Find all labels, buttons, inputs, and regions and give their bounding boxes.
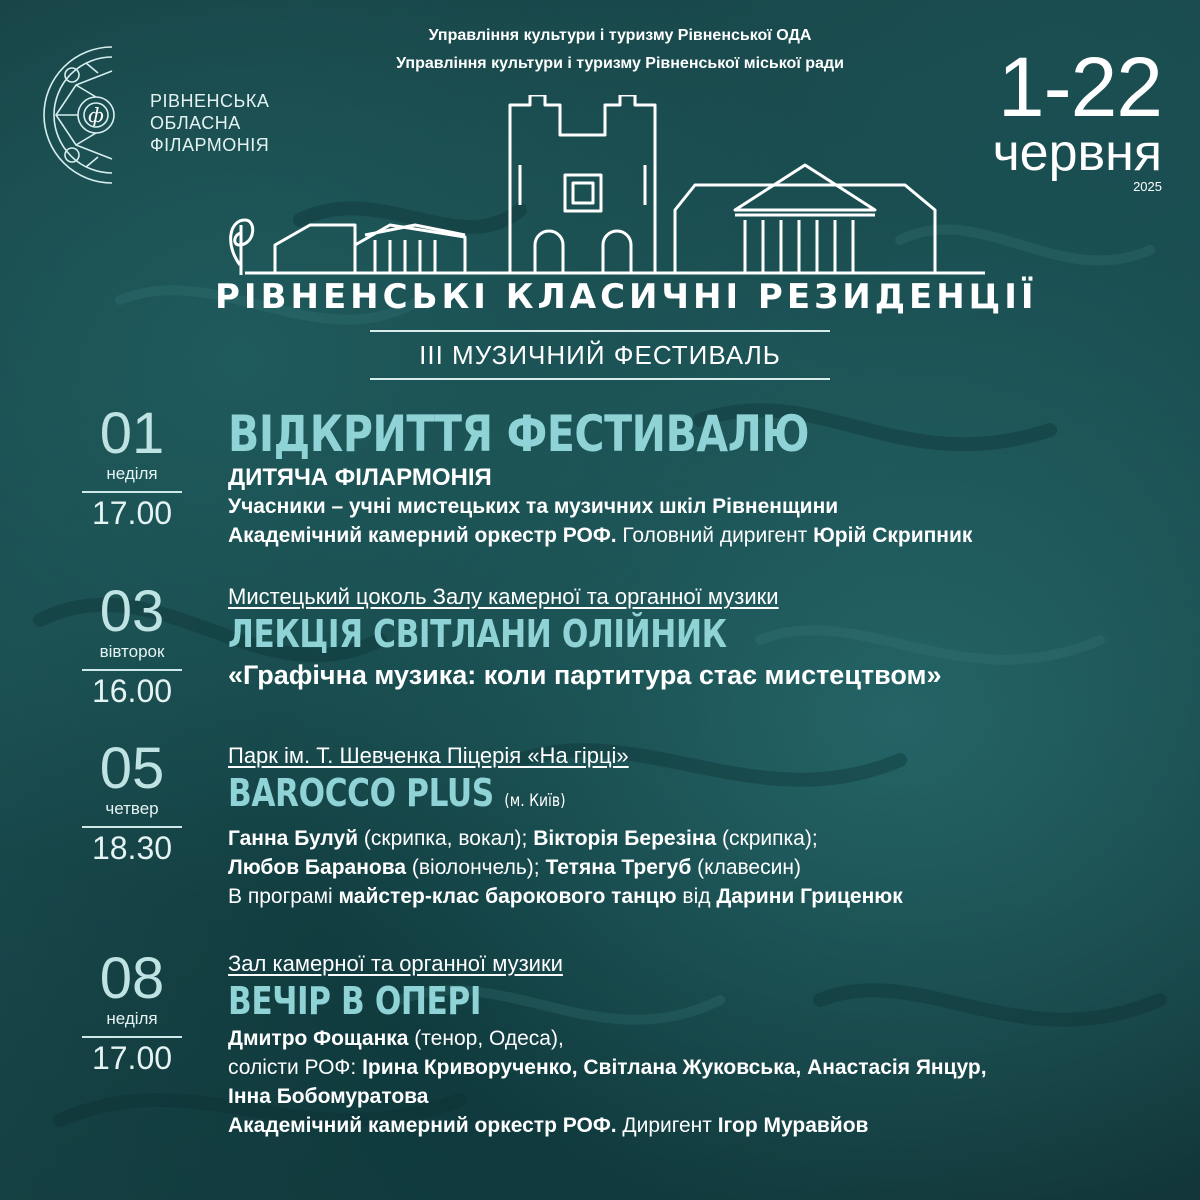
performer-name: Тетяна Трегуб — [545, 856, 692, 879]
performer-name: Ігор Муравйов — [717, 1114, 869, 1137]
event-day: 05 — [99, 736, 165, 801]
event-text: Диригент — [616, 1114, 718, 1137]
event-venue: Парк ім. Т. Шевченка Піцерія «На гірці» — [228, 743, 629, 768]
event-headline: ВЕЧІР В ОПЕРІ — [228, 979, 482, 1023]
event-content — [228, 950, 1168, 1140]
event-line — [228, 521, 1168, 550]
event-headline: ЛЕКЦІЯ СВІТЛАНИ ОЛІЙНИК — [228, 612, 727, 656]
logo-line: РІВНЕНСЬКА — [150, 91, 270, 111]
logo-line: ФІЛАРМОНІЯ — [150, 135, 270, 155]
event-text: Головний диригент — [616, 524, 814, 547]
date-month: червня — [992, 124, 1162, 182]
performer-name: Дарини Гриценюк — [716, 885, 903, 908]
performer-role: (тенор, Одеса), — [408, 1027, 564, 1050]
performer-role: (скрипка, вокал); — [358, 827, 534, 850]
event-line — [228, 1111, 1168, 1140]
event-text: В програмі — [228, 885, 339, 908]
event-line — [228, 882, 1168, 911]
date-year: 2025 — [1133, 179, 1162, 194]
event-content — [228, 583, 1168, 693]
event-date — [82, 736, 182, 868]
festival-subtitle: III МУЗИЧНИЙ ФЕСТИВАЛЬ — [370, 330, 830, 380]
performer-name: Ганна Булуй — [228, 827, 359, 850]
festival-dates — [992, 40, 1162, 195]
event-line — [228, 492, 1168, 521]
event-weekday: неділя — [82, 463, 182, 493]
event-time: 17.00 — [91, 495, 173, 531]
event-venue: Зал камерної та органної музики — [228, 951, 563, 976]
event-headline — [228, 770, 999, 824]
organizer-line: Управління культури і туризму Рівненської ОДА — [428, 27, 812, 44]
event-weekday: вівторок — [82, 641, 182, 671]
event-weekday: четвер — [82, 798, 182, 828]
event-content — [228, 405, 1168, 550]
logo-line: ОБЛАСНА — [150, 113, 241, 133]
performer-name: Любов Баранова — [228, 856, 407, 879]
event-date — [82, 401, 182, 533]
event-text: майстер-клас барокового танцю — [338, 885, 677, 908]
event-text: від — [676, 885, 717, 908]
performer-name: Ірина Криворученко, Світлана Жуковська, Анастасія Янцур, — [362, 1056, 987, 1079]
organizers — [300, 22, 940, 78]
event-text: Юрій Скрипник — [813, 524, 973, 547]
event-text: солісти РОФ: — [228, 1056, 363, 1079]
performer-name: Вікторія Березіна — [533, 827, 717, 850]
event-time: 18.30 — [91, 830, 173, 866]
event-headline: ВІДКРИТТЯ ФЕСТИВАЛЮ — [228, 405, 810, 463]
performer-name: Інна Бобомуратова — [228, 1085, 429, 1108]
performer-role: (віолончель); — [406, 856, 546, 879]
event-date — [82, 579, 182, 711]
event-quote: «Графічна музика: коли партитура стає мистецтвом» — [228, 660, 942, 690]
event-city: (м. Київ) — [504, 791, 566, 811]
performer-name: Дмитро Фощанка — [228, 1027, 409, 1050]
event-day: 03 — [99, 579, 165, 644]
performer-role: (скрипка); — [716, 827, 818, 850]
event-day: 01 — [99, 401, 165, 466]
organizer-line: Управління культури і туризму Рівненської міської ради — [396, 55, 844, 72]
event-line — [228, 1053, 1168, 1082]
event-content — [228, 742, 1168, 911]
event-headline-text: BAROCCO PLUS — [228, 771, 494, 815]
festival-title: РІВНЕНСЬКІ КЛАСИЧНІ РЕЗИДЕНЦІЇ — [215, 277, 1038, 317]
event-day: 08 — [99, 946, 165, 1011]
event-text: Академічний камерний оркестр РОФ. — [228, 1114, 617, 1137]
event-time: 16.00 — [91, 673, 173, 709]
svg-text:ф: ф — [88, 103, 104, 127]
event-text: Академічний камерний оркестр РОФ. — [228, 524, 617, 547]
event-time: 17.00 — [91, 1040, 173, 1076]
event-venue: Мистецький цоколь Залу камерної та органної музики — [228, 584, 779, 609]
performer-role: (клавесин) — [691, 856, 801, 879]
event-weekday: неділя — [82, 1008, 182, 1038]
event-line — [228, 1024, 1168, 1053]
event-line — [228, 824, 1168, 853]
event-date — [82, 946, 182, 1078]
event-text: Учасники – учні мистецьких та музичних шкіл Рівненщини — [228, 495, 839, 518]
event-line — [228, 853, 1168, 882]
philharmonic-emblem-icon — [36, 45, 116, 185]
event-line — [228, 1082, 1168, 1111]
date-range: 1-22 — [997, 40, 1162, 134]
event-subheadline: ДИТЯЧА ФІЛАРМОНІЯ — [228, 464, 492, 491]
city-skyline-icon — [215, 95, 995, 295]
